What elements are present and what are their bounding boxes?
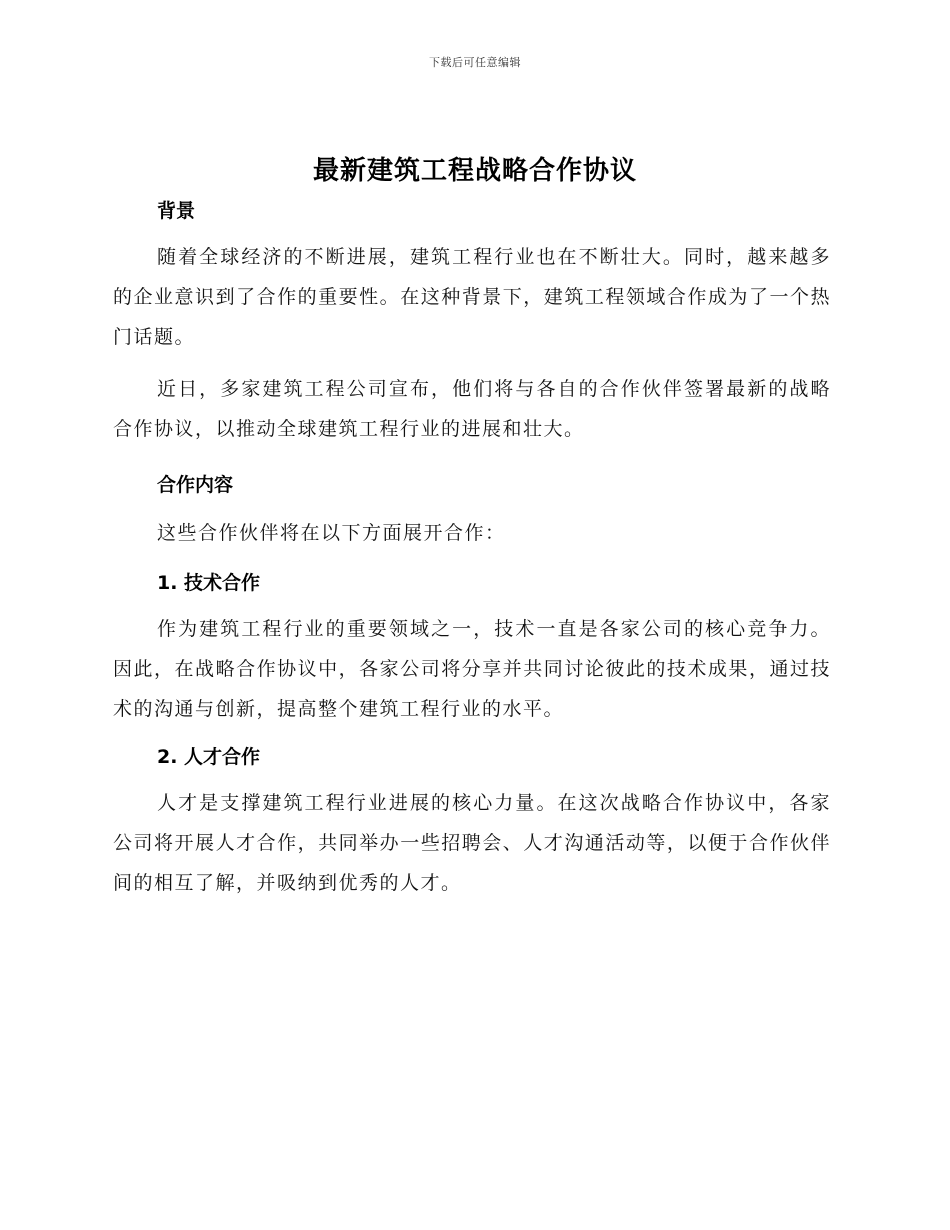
document-body bbox=[113, 193, 831, 903]
paragraph-background-2: 近日，多家建筑工程公司宣布，他们将与各自的合作伙伴签署最新的战略合作协议，以推动全球建筑工程行业的进展和壮大。 bbox=[113, 378, 831, 440]
paragraph-talent: 人才是支撑建筑工程行业进展的核心力量。在这次战略合作协议中，各家公司将开展人才合作，共同举办一些招聘会、人才沟通活动等，以便于合作伙伴间的相互了解，并吸纳到优秀的人才。 bbox=[113, 792, 831, 894]
section-heading-technology: 1. 技术合作 bbox=[157, 572, 261, 594]
paragraph-cooperation-intro: 这些合作伙伴将在以下方面展开合作： bbox=[157, 522, 506, 544]
paragraph-background-1: 随着全球经济的不断进展，建筑工程行业也在不断壮大。同时，越来越多的企业意识到了合作的重要性。在这种背景下，建筑工程领域合作成为了一个热门话题。 bbox=[113, 246, 831, 348]
section-heading-talent: 2. 人才合作 bbox=[157, 746, 261, 768]
section-heading-background: 背景 bbox=[157, 200, 196, 222]
paragraph-technology: 作为建筑工程行业的重要领域之一，技术一直是各家公司的核心竞争力。因此，在战略合作协议中，各家公司将分享并共同讨论彼此的技术成果，通过技术的沟通与创新，提高整个建筑工程行业的水平。 bbox=[113, 618, 831, 720]
header-note: 下载后可任意编辑 bbox=[429, 56, 521, 69]
document-title: 最新建筑工程战略合作协议 bbox=[312, 156, 637, 186]
section-heading-cooperation: 合作内容 bbox=[157, 474, 234, 496]
